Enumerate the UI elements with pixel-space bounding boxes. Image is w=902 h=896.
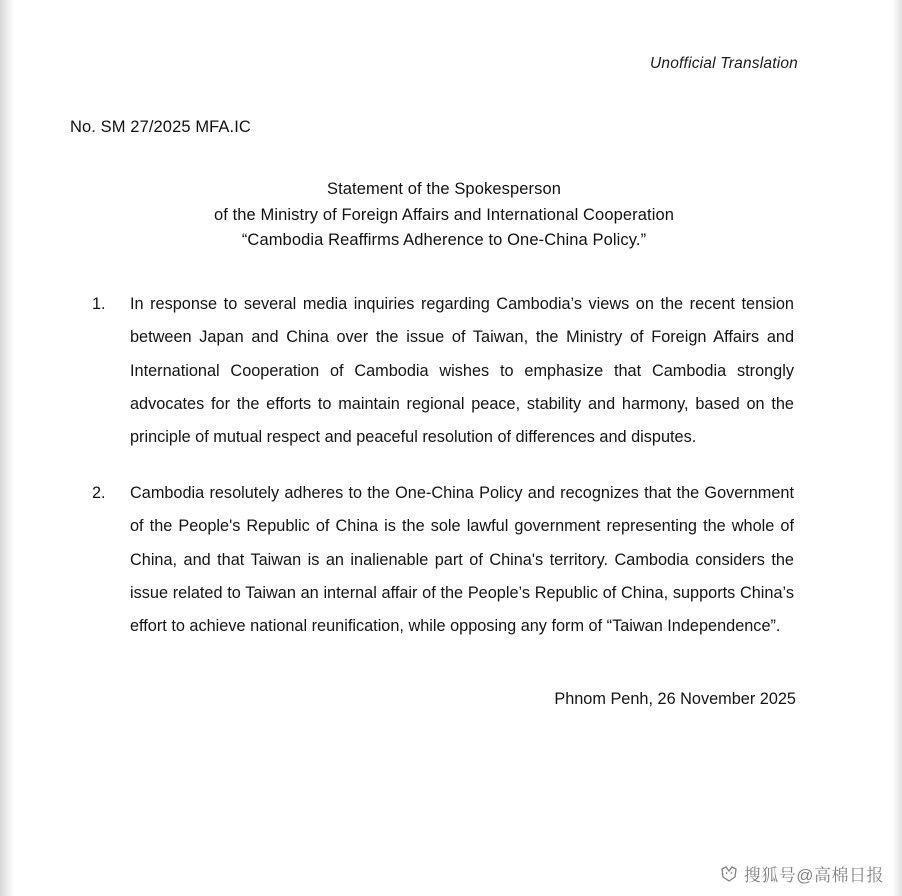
paragraph-1-number: 1.: [92, 294, 106, 313]
paragraph-2-number: 2.: [92, 483, 106, 502]
statement-title: [70, 177, 818, 254]
sohu-fox-icon: [720, 865, 738, 883]
watermark-text: 搜狐号@高棉日报: [743, 866, 884, 885]
paragraph-1: [92, 288, 794, 455]
statement-body: [70, 288, 818, 644]
title-line-1: Statement of the Spokesperson: [326, 180, 562, 198]
header-note: Unofficial Translation: [650, 55, 798, 72]
title-line-2: of the Ministry of Foreign Affairs and International Cooperation: [213, 205, 675, 224]
watermark: [720, 861, 884, 886]
paragraph-2: [92, 477, 794, 644]
reference-number: No. SM 27/2025 MFA.IC: [70, 118, 251, 136]
title-line-3: “Cambodia Reaffirms Adherence to One-China Policy.”: [241, 231, 647, 250]
paragraph-2-text: Cambodia resolutely adheres to the One-China Policy and recognizes that the Government of the People's Republic of China is the sole lawful government representing the whole of China, and that Taiwan is an inalienable part of China's territory. Cambodia considers the issue related to Taiwan an internal affair of the People’s Republic of China, supports China’s effort to achieve national reunification, while opposing any form of “Taiwan Independence”.: [130, 483, 794, 636]
signoff-line: Phnom Penh, 26 November 2025: [554, 689, 796, 708]
paragraph-1-text: In response to several media inquiries regarding Cambodia’s views on the recent tension between Japan and China over the issue of Taiwan, the Ministry of Foreign Affairs and International Cooperation of Cambodia wishes to emphasize that Cambodia strongly advocates for the efforts to maintain regional peace, stability and harmony, based on the principle of mutual respect and peaceful resolution of differences and disputes.: [130, 294, 794, 447]
